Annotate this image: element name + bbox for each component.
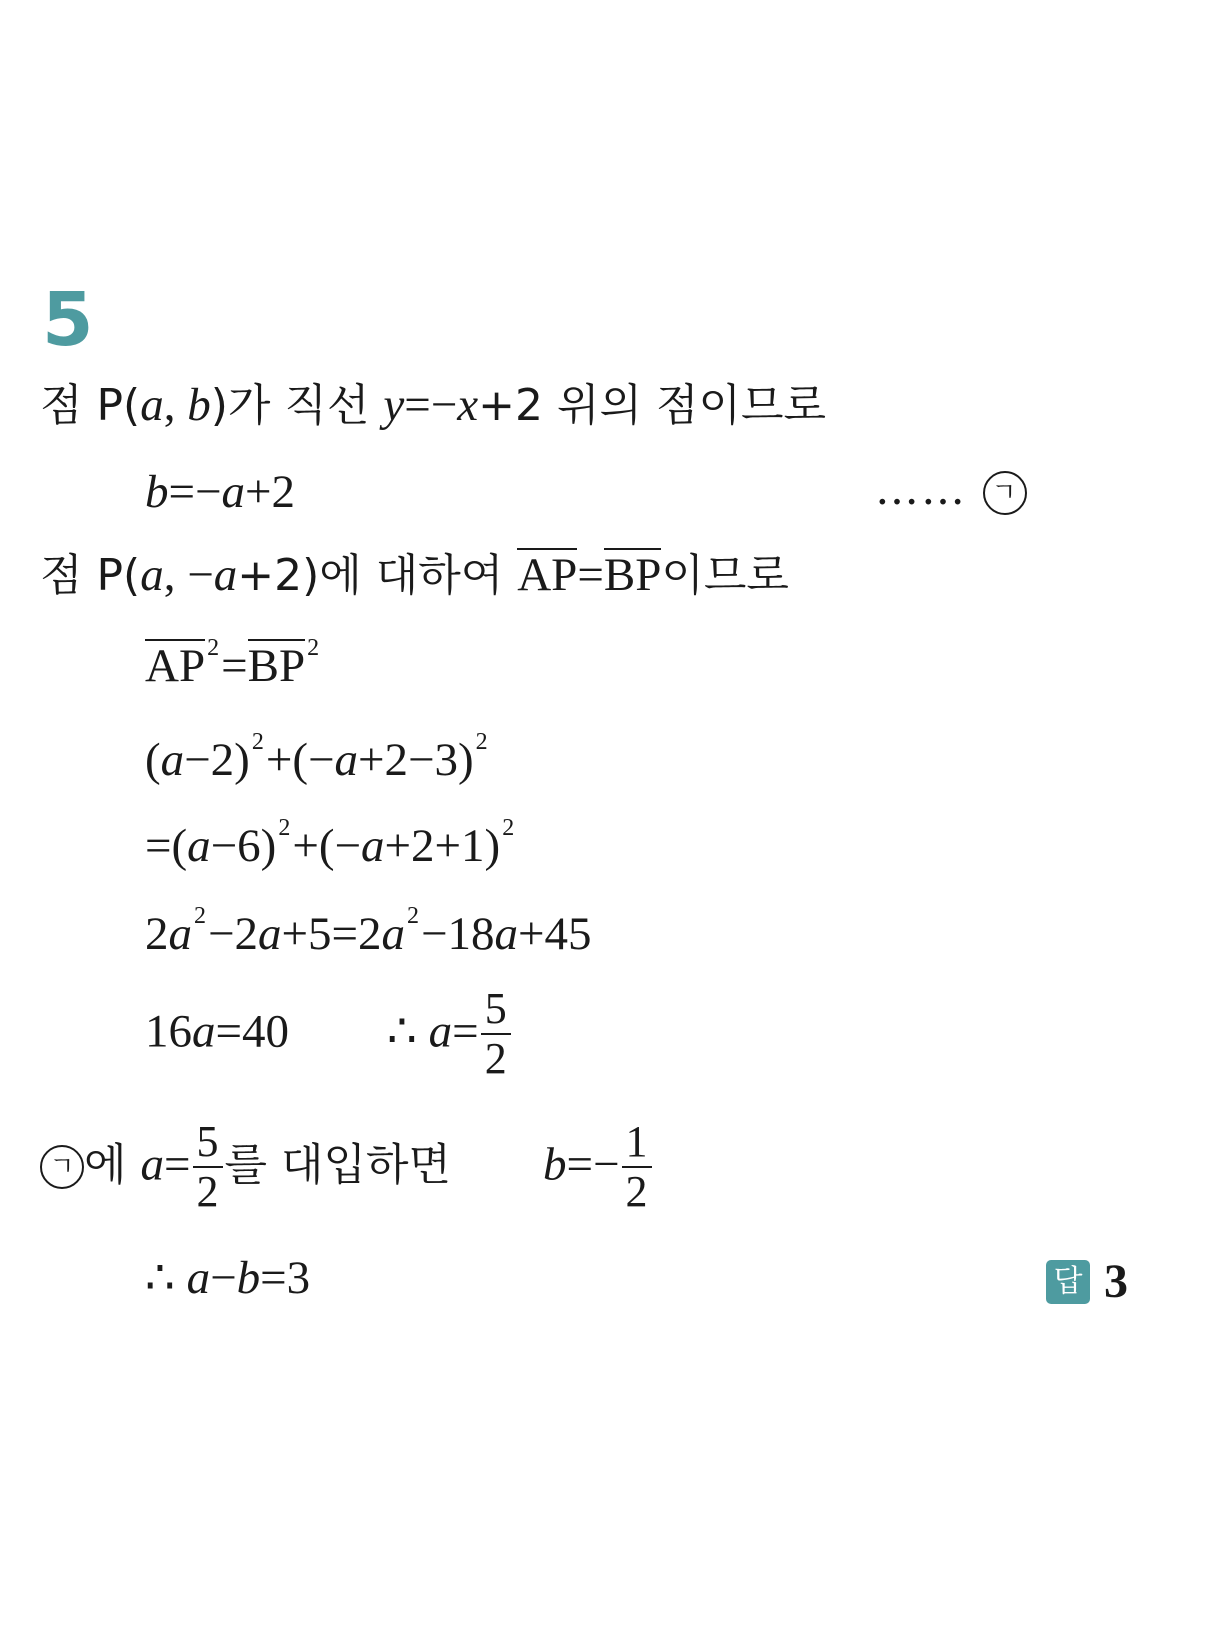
equation-reference	[875, 464, 1027, 515]
text: +2)에 대하여	[237, 550, 518, 601]
exponent: 2	[194, 903, 206, 929]
exponent: 2	[307, 635, 320, 661]
var-y: y	[383, 379, 405, 431]
therefore-symbol: ∴	[387, 1005, 429, 1058]
var-a: a	[381, 908, 406, 960]
var-a: a	[192, 1005, 216, 1058]
text: 점 P(	[40, 380, 141, 431]
text: )가 직선	[210, 380, 384, 431]
var-a: a	[494, 908, 519, 960]
text: ,	[163, 379, 188, 431]
exponent: 2	[502, 815, 515, 841]
denominator: 2	[193, 1166, 223, 1216]
statement-line	[40, 381, 826, 429]
exponent: 2	[251, 729, 264, 755]
statement-line	[40, 548, 789, 599]
circled-mark-icon: ㄱ	[40, 1145, 84, 1189]
equation-line	[145, 730, 490, 784]
text: =−	[404, 379, 458, 431]
var-b: b	[145, 466, 169, 518]
var-a: a	[334, 734, 358, 786]
numerator: 1	[625, 1117, 648, 1166]
text: , −	[163, 549, 214, 601]
segment-bp: BP	[247, 640, 306, 692]
var-a: a	[186, 1252, 211, 1304]
segment-ap: AP	[145, 640, 206, 692]
text: (	[145, 734, 161, 786]
answer-badge: 답	[1046, 1260, 1090, 1304]
problem-number: 5	[42, 277, 94, 363]
therefore-symbol: ∴	[145, 1252, 187, 1304]
var-a: a	[140, 1138, 164, 1191]
var-x: x	[457, 379, 479, 431]
var-a: a	[213, 549, 238, 601]
equation-line	[145, 636, 321, 690]
var-a: a	[428, 1005, 453, 1058]
equation-line	[145, 985, 513, 1084]
text: =(	[145, 820, 188, 872]
text: 에	[84, 1139, 141, 1191]
equals: =	[164, 1138, 191, 1191]
text: +(−	[292, 820, 362, 872]
numerator: 5	[484, 984, 507, 1033]
text: 16	[145, 1005, 192, 1058]
fraction	[193, 1118, 223, 1217]
text: −18	[421, 908, 495, 960]
text: −	[210, 1252, 237, 1304]
text: +45	[518, 908, 592, 960]
text: +2 위의 점이므로	[478, 380, 826, 431]
text: +(−	[265, 734, 335, 786]
var-a: a	[187, 820, 211, 872]
text: −2	[208, 908, 259, 960]
text: +2+1)	[384, 820, 501, 872]
var-a: a	[361, 820, 385, 872]
equals: =	[577, 549, 604, 601]
var-a: a	[168, 908, 192, 960]
statement-line	[40, 1118, 654, 1217]
segment-ap: AP	[517, 549, 578, 601]
equation-line	[145, 904, 592, 958]
conclusion-line	[145, 1254, 310, 1302]
text: 2	[145, 908, 169, 960]
text: 점 P(	[40, 550, 141, 601]
text: +2	[245, 466, 296, 518]
text: =−	[168, 466, 222, 518]
var-a: a	[140, 549, 164, 601]
text: −6)	[210, 820, 277, 872]
text: =3	[260, 1252, 311, 1304]
text: +5=2	[281, 908, 382, 960]
text: +2−3)	[358, 734, 474, 786]
var-a: a	[221, 466, 246, 518]
denominator: 2	[622, 1166, 652, 1216]
denominator: 2	[481, 1033, 511, 1083]
text: =40	[215, 1005, 290, 1058]
equation-line	[145, 468, 295, 516]
answer-value: 3	[1104, 1255, 1128, 1308]
exponent: 2	[278, 815, 291, 841]
exponent: 2	[475, 729, 488, 755]
dots: ……	[875, 464, 967, 515]
fraction	[481, 985, 511, 1084]
text: 를 대입하면	[224, 1139, 452, 1191]
var-b: b	[187, 379, 211, 431]
exponent: 2	[207, 635, 220, 661]
var-b: b	[543, 1138, 567, 1191]
var-a: a	[140, 379, 164, 431]
equals: =	[452, 1005, 479, 1058]
segment-bp: BP	[603, 549, 662, 601]
equation-line	[145, 816, 516, 870]
exponent: 2	[407, 903, 420, 929]
text: −2)	[184, 734, 250, 786]
fraction	[622, 1118, 652, 1217]
answer	[1046, 1254, 1128, 1309]
var-a: a	[160, 734, 185, 786]
text: =−	[566, 1138, 620, 1191]
var-b: b	[236, 1252, 261, 1304]
numerator: 5	[196, 1117, 219, 1166]
text: 이므로	[661, 550, 789, 601]
equals: =	[221, 640, 248, 692]
var-a: a	[258, 908, 282, 960]
circled-mark-icon: ㄱ	[983, 471, 1027, 515]
